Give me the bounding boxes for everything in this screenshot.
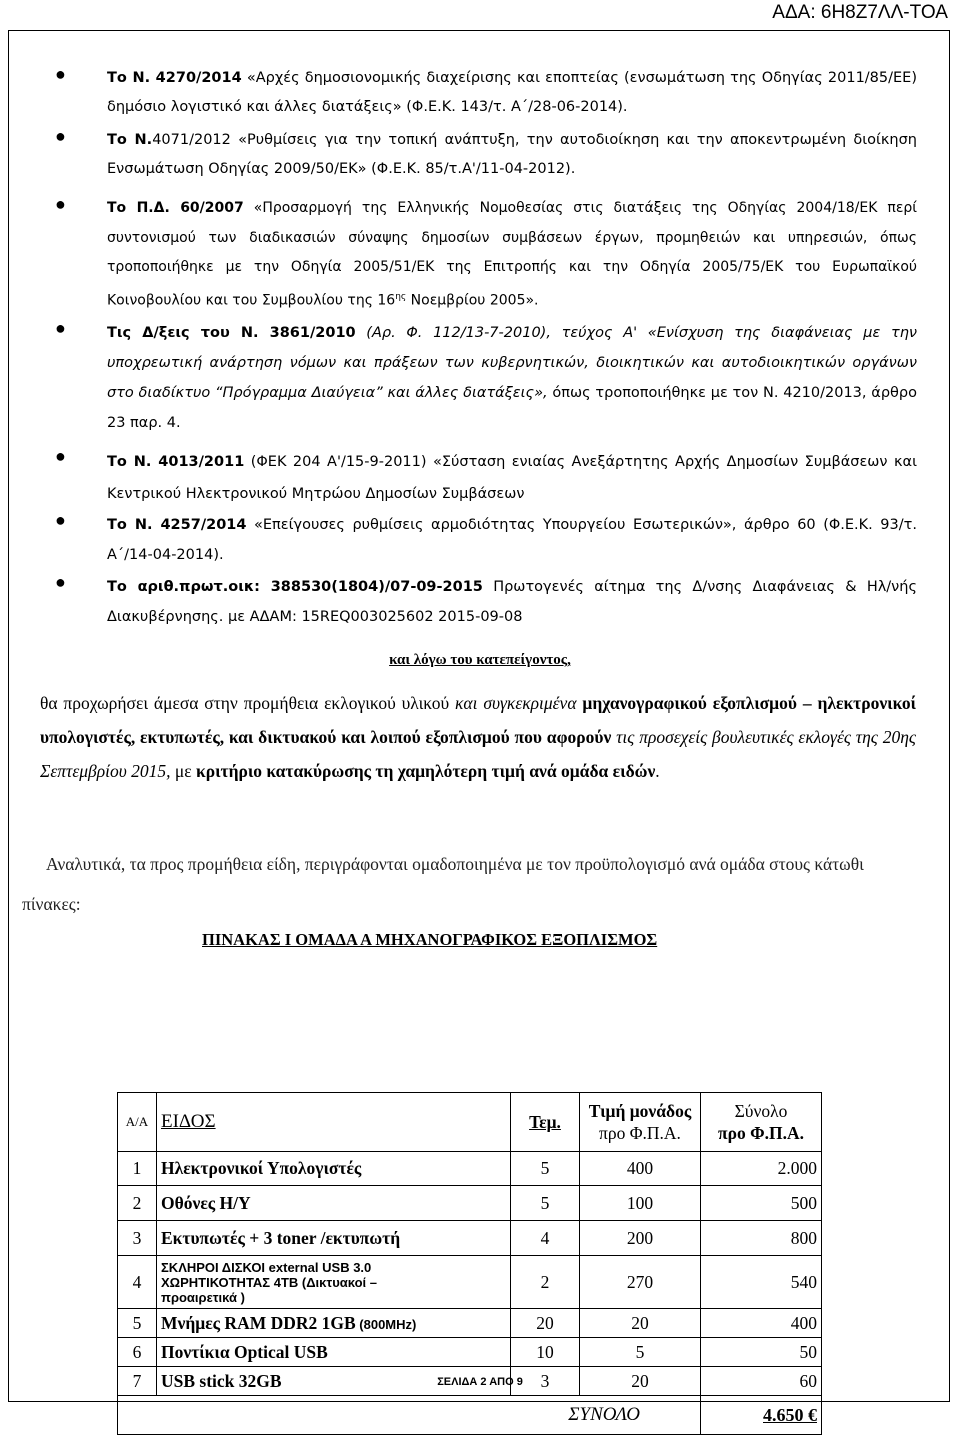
- intro-paragraph: Αναλυτικά, τα προς προμήθεια είδη, περιγράφονται ομαδοποιημένα με τον προϋπολογισμό ανά ομάδα στους κάτωθι πίνακες:: [22, 854, 864, 914]
- cell-qty: 20: [511, 1309, 580, 1338]
- cell-aa: 7: [118, 1367, 157, 1396]
- cell-aa: 1: [118, 1152, 157, 1186]
- cell-total: 50: [701, 1338, 822, 1367]
- law-item: [55, 510, 917, 570]
- ada-code: ΑΔΑ: 6Η8Ζ7ΛΛ-ΤΟΑ: [772, 2, 948, 23]
- cell-item: [157, 1256, 511, 1309]
- header-total: [701, 1093, 822, 1152]
- law-text-end: όπως τροποποιήθηκε με τον Ν. 4210/2013, άρθρο 23 παρ. 4.: [107, 385, 917, 431]
- header-item: ΕΙΔΟΣ: [157, 1093, 511, 1152]
- law-item: [55, 572, 917, 632]
- decision-text-bold: μηχανογραφικού εξοπλισμού – ηλεκτρονικοί υπολογιστές, εκτυπωτές, και δικτυακού και λοιπού εξοπλισμού που αφορούν: [40, 693, 916, 747]
- cell-total: 800: [701, 1221, 822, 1256]
- cell-unit: 20: [580, 1309, 701, 1338]
- cell-qty: 4: [511, 1221, 580, 1256]
- law-item: [55, 64, 917, 122]
- law-text: 4071/2012 «Ρυθμίσεις για την τοπική ανάπτυξη, την αυτοδιοίκηση και την αποκεντρωμένη διοίκηση Ενσωμάτωση Οδηγίας 2009/50/ΕΚ» (Φ.Ε.Κ. 85/τ.Α'/11-04-2012).: [107, 132, 918, 177]
- bullet-icon: ●: [55, 64, 66, 84]
- cell-aa: 3: [118, 1221, 157, 1256]
- table-sum-row: [118, 1396, 822, 1435]
- cell-item: Ηλεκτρονικοί Υπολογιστές: [157, 1152, 511, 1186]
- sum-value: 4.650 €: [701, 1396, 822, 1435]
- decision-text: θα προχωρήσει άμεσα στην προμήθεια εκλογικού υλικού: [40, 693, 456, 713]
- cell-item-line1: ΣΚΛΗΡΟΙ ΔΙΣΚΟΙ external USB 3.0: [161, 1259, 372, 1275]
- law-ref: Το Ν.: [107, 132, 153, 148]
- cell-qty: 10: [511, 1338, 580, 1367]
- law-ref: Το Ν. 4013/2011: [107, 454, 245, 470]
- page-footer: ΣΕΛΙΔΑ 2 ΑΠΟ 9: [437, 1376, 523, 1388]
- cell-item-line3: προαιρετικά ): [161, 1289, 245, 1305]
- cell-item-line2: ΧΩΡΗΤΙΚΟΤΗΤΑΣ 4ΤΒ (Δικτυακοί –: [161, 1274, 377, 1290]
- decision-criterion: κριτήριο κατακύρωσης τη χαμηλότερη τιμή ανά ομάδα ειδών: [196, 761, 656, 781]
- header-total-line2: προ Φ.Π.Α.: [718, 1123, 804, 1143]
- superscript: ης: [395, 291, 407, 302]
- table-row: [118, 1309, 822, 1338]
- bullet-icon: ●: [55, 510, 66, 530]
- urgency-line: και λόγω του κατεπείγοντος,: [389, 652, 571, 668]
- cell-unit: 400: [580, 1152, 701, 1186]
- cell-aa: 6: [118, 1338, 157, 1367]
- cell-qty: 3: [511, 1367, 580, 1396]
- table-title: ΠΙΝΑΚΑΣ Ι ΟΜΑΔΑ Α ΜΗΧΑΝΟΓΡΑΦΙΚΟΣ ΕΞΟΠΛΙΣΜΟΣ: [202, 930, 658, 949]
- cell-aa: 5: [118, 1309, 157, 1338]
- law-ref: Το αριθ.πρωτ.οικ: 388530(1804)/07-09-2015: [107, 579, 483, 595]
- header-qty: Τεμ.: [511, 1093, 580, 1152]
- header-unit-line2: προ Φ.Π.Α.: [599, 1123, 681, 1143]
- law-text-end: Νοεμβρίου 2005».: [406, 292, 539, 309]
- bullet-icon: ●: [55, 194, 66, 214]
- table-row: [118, 1338, 822, 1367]
- table-row: [118, 1221, 822, 1256]
- cell-aa: 4: [118, 1256, 157, 1309]
- law-item: [55, 194, 917, 316]
- decision-text: με: [170, 761, 196, 781]
- table-header-row: [118, 1093, 822, 1152]
- law-text: (ΦΕΚ 204 Α'/15-9-2011) «Σύσταση ενιαίας Ανεξάρτητης Αρχής Δημοσίων Συμβάσεων και Κεντρικού Ηλεκτρονικού Μητρώου Δημοσίων Συμβάσεων: [107, 454, 917, 502]
- cell-total: 400: [701, 1309, 822, 1338]
- bullet-icon: ●: [55, 318, 66, 338]
- law-item: [55, 318, 917, 438]
- bullet-icon: ●: [55, 572, 66, 592]
- cell-aa: 2: [118, 1186, 157, 1221]
- header-unit-price: [580, 1093, 701, 1152]
- decision-text-italic: και συγκεκριμένα: [455, 693, 577, 713]
- cell-item: USB stick 32GB: [157, 1367, 511, 1396]
- law-text: Πρωτογενές αίτημα της Δ/νσης Διαφάνειας & Ηλ/νής Διακυβέρνησης. με ΑΔΑΜ: 15REQ003025602 2015-09-08: [107, 579, 917, 625]
- cell-total: 540: [701, 1256, 822, 1309]
- cell-qty: 2: [511, 1256, 580, 1309]
- law-text: «Προσαρμογή της Ελληνικής Νομοθεσίας στις διατάξεις της Οδηγίας 2004/18/ΕΚ περί συντονισμού των διαδικασιών σύναψης δημοσίων συμβάσεων έργων, προμηθειών και υπηρεσιών, όπως τροποποιήθηκε με την Οδηγία 2005/51/ΕΚ της Επιτροπής και την Οδηγία 2005/75/ΕΚ του Ευρωπαϊκού Κοινοβουλίου και του Συμβουλίου της 16: [107, 200, 918, 309]
- law-ref: Το Ν. 4257/2014: [107, 517, 247, 533]
- cell-unit: 270: [580, 1256, 701, 1309]
- law-text: «Αρχές δημοσιονομικής διαχείρισης και εποπτείας (ενσωμάτωση της Οδηγίας 2011/85/ΕΕ) δημόσιο λογιστικό και άλλες διατάξεις» (Φ.Ε.Κ. 143/τ. Α΄/28-06-2014).: [107, 70, 917, 115]
- law-item: [55, 126, 917, 184]
- law-ref: Τις Δ/ξεις του Ν. 3861/2010: [107, 325, 356, 341]
- cell-item: [157, 1309, 511, 1338]
- law-item: [55, 446, 917, 510]
- decision-text-italic: τις προσεχείς βουλευτικές εκλογές της 20ης Σεπτεμβρίου 2015,: [40, 727, 916, 781]
- law-text: (Αρ. Φ. 112/13-7-2010), τεύχος Α' «Ενίσχυση της διαφάνειας με την υποχρεωτική ανάρτηση νόμων και πράξεων των κυβερνητικών, διοικητικών και αυτοδιοικητικών οργάνων στο διαδίκτυο “Πρόγραμμα Διαύγεια” και άλλες διατάξεις»,: [107, 325, 917, 401]
- cell-total: 60: [701, 1367, 822, 1396]
- cell-total: 500: [701, 1186, 822, 1221]
- header-aa: Α/Α: [118, 1093, 157, 1152]
- sum-label: ΣΥΝΟΛΟ: [118, 1396, 701, 1435]
- cell-item: Οθόνες Η/Υ: [157, 1186, 511, 1221]
- cell-unit: 20: [580, 1367, 701, 1396]
- table-row: [118, 1152, 822, 1186]
- cell-total: 2.000: [701, 1152, 822, 1186]
- cell-unit: 100: [580, 1186, 701, 1221]
- cell-item-sub: (800MHz): [355, 1316, 417, 1332]
- bullet-icon: ●: [55, 446, 66, 466]
- cell-item: Εκτυπωτές + 3 toner /εκτυπωτή: [157, 1221, 511, 1256]
- cell-qty: 5: [511, 1186, 580, 1221]
- cell-unit: 5: [580, 1338, 701, 1367]
- law-text: «Επείγουσες ρυθμίσεις αρμοδιότητας Υπουργείου Εσωτερικών», άρθρο 60 (Φ.Ε.Κ. 93/τ. Α΄/14-04-2014).: [107, 517, 917, 563]
- header-unit-line1: Τιμή μονάδος: [588, 1101, 692, 1121]
- header-total-line1: Σύνολο: [734, 1101, 788, 1121]
- table-row: [118, 1256, 822, 1309]
- bullet-icon: ●: [55, 126, 66, 146]
- cell-qty: 5: [511, 1152, 580, 1186]
- cell-item-main: Μνήμες RAM DDR2 1GB: [161, 1312, 356, 1333]
- cell-item: Ποντίκια Optical USB: [157, 1338, 511, 1367]
- law-ref: Το Π.Δ. 60/2007: [107, 200, 244, 216]
- table-row: [118, 1186, 822, 1221]
- cell-unit: 200: [580, 1221, 701, 1256]
- law-ref: Το Ν. 4270/2014: [107, 70, 242, 86]
- decision-paragraph: [40, 686, 916, 788]
- decision-text: .: [655, 761, 660, 781]
